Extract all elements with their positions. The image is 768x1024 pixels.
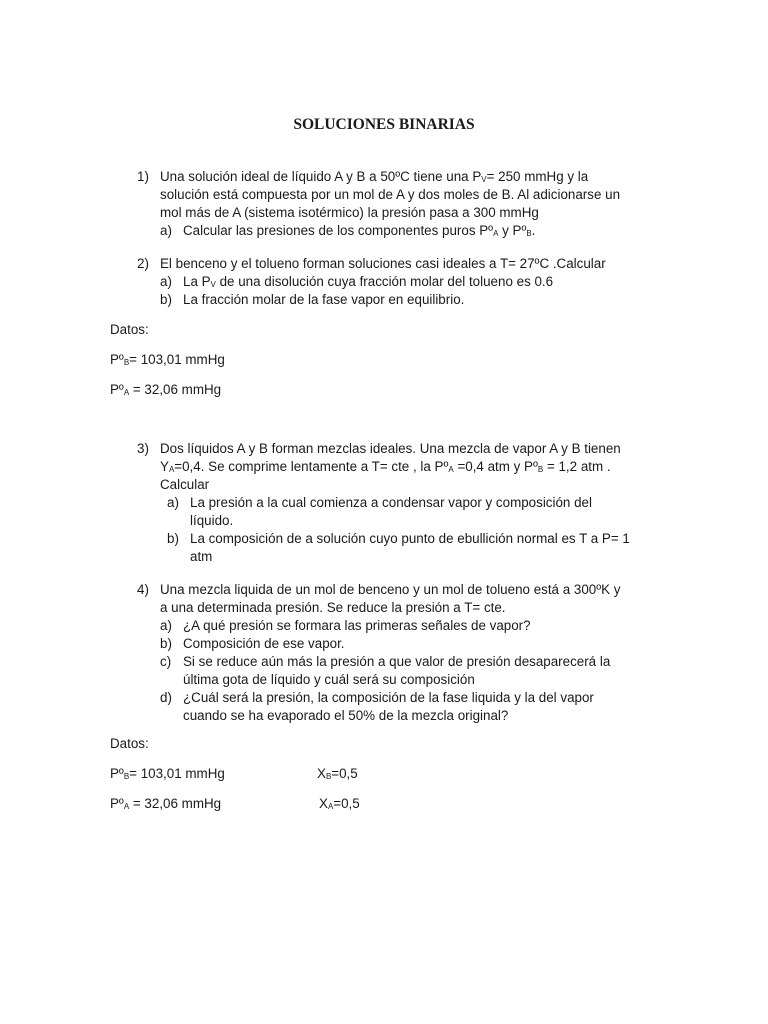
question-text: El benceno y el tolueno forman soluciones casi ideales a T= 27ºC .Calcular xyxy=(160,256,606,271)
data-value: Pº$_B$= 103,01 mmHg xyxy=(110,352,225,367)
question-3 xyxy=(0,440,768,566)
question-text: a una determinada presión. Se reduce la presión a T= cte. xyxy=(160,600,506,615)
question-text: solución está compuesta por un mol de A y dos moles de B. Al adicionarse un xyxy=(160,187,621,202)
datos-1 xyxy=(0,321,768,339)
item-label: b) xyxy=(160,636,172,651)
item-label: a) xyxy=(160,618,172,633)
question-text: Dos líquidos A y B forman mezclas ideales. Una mezcla de vapor A y B tienen xyxy=(160,441,621,456)
item-text: ¿Cuál será la presión, la composición de la fase liquida y la del vapor xyxy=(183,690,594,705)
item-label: c) xyxy=(160,654,172,669)
question-text: Calcular xyxy=(160,477,210,492)
data-value: $X_A=0,5$ xyxy=(319,796,360,811)
question-number: 1) xyxy=(137,169,149,184)
question-text: Una mezcla liquida de un mol de benceno y un mol de tolueno está a 300ºK y xyxy=(160,582,621,597)
item-text: ¿A qué presión se formara las primeras señales de vapor? xyxy=(183,618,531,633)
page-title: SOLUCIONES BINARIAS xyxy=(293,116,475,133)
item-label: a) xyxy=(160,223,172,238)
datos-1-pb xyxy=(0,351,768,369)
item-text: La presión a la cual comienza a condensar vapor y composición del xyxy=(190,495,592,510)
question-4 xyxy=(0,581,768,725)
question-number: 4) xyxy=(137,582,149,597)
item-text: La $P_V$ de una disolución cuya fracción molar del tolueno es 0.6 xyxy=(183,274,554,289)
question-text: mol más de A (sistema isotérmico) la presión pasa a 300 mmHg xyxy=(160,205,539,220)
item-text: La composición de a solución cuyo punto de ebullición normal es T a P= 1 xyxy=(190,531,630,546)
datos-2-pa xyxy=(0,795,768,813)
item-text: Si se reduce aún más la presión a que valor de presión desaparecerá la xyxy=(183,654,611,669)
item-label: b) xyxy=(167,531,179,546)
item-text: La fracción molar de la fase vapor en equilibrio. xyxy=(183,292,465,307)
datos-2-pb xyxy=(0,765,768,783)
question-text: Una solución ideal de líquido A y B a 50ºC tiene una $P_V= 250$ mmHg y la xyxy=(160,169,589,184)
datos-2 xyxy=(0,735,768,753)
datos-label: Datos: xyxy=(110,322,149,337)
item-label: a) xyxy=(160,274,172,289)
question-number: 3) xyxy=(137,441,149,456)
data-value: $X_B=0,5$ xyxy=(317,766,358,781)
item-label: a) xyxy=(167,495,179,510)
item-text: Calcular las presiones de los componentes puros Pº$_A$ y Pº$_B$. xyxy=(183,223,536,238)
question-2 xyxy=(0,255,768,309)
item-text: Composición de ese vapor. xyxy=(183,636,345,651)
item-text: atm xyxy=(190,549,213,564)
item-text: cuando se ha evaporado el 50% de la mezcla original? xyxy=(183,708,509,723)
data-value: Pº$_A$ = 32,06 mmHg xyxy=(110,796,222,811)
question-number: 2) xyxy=(137,256,149,271)
item-label: d) xyxy=(160,690,172,705)
datos-1-pa xyxy=(0,381,768,399)
question-text: $Y_A=0,4$. Se comprime lentamente a T= cte , la Pº$_A$ =0,4 atm y Pº$_B$ = 1,2 atm . xyxy=(160,459,611,474)
question-1 xyxy=(0,168,768,240)
item-text: última gota de líquido y cuál será su composición xyxy=(183,672,475,687)
datos-label: Datos: xyxy=(110,736,149,751)
item-label: b) xyxy=(160,292,172,307)
item-text: líquido. xyxy=(190,513,234,528)
data-value: Pº$_A$ = 32,06 mmHg xyxy=(110,382,222,397)
data-value: Pº$_B$= 103,01 mmHg xyxy=(110,766,225,781)
